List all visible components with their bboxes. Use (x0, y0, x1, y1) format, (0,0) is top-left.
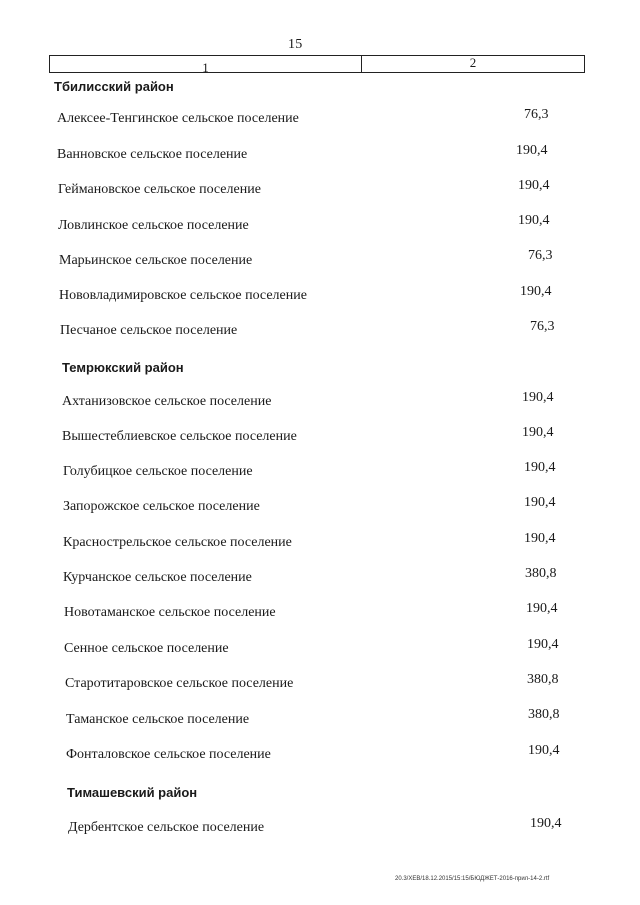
list-item-value: 380,8 (528, 707, 560, 722)
list-item-label: Вышестеблиевское сельское поселение (62, 429, 297, 444)
list-item-label: Дербентское сельское поселение (68, 820, 265, 835)
district-heading: Тбилисский район (54, 79, 174, 94)
list-item-value: 190,4 (522, 390, 554, 405)
list-item-label: Запорожское сельское поселение (63, 499, 260, 514)
list-item-value: 380,8 (527, 672, 559, 687)
table-header-col-1: 1 (50, 56, 362, 72)
list-item-label: Старотитаровское сельское поселение (65, 676, 294, 691)
list-item-value: 190,4 (530, 816, 562, 831)
table-header (49, 55, 585, 73)
list-item-value: 190,4 (518, 213, 550, 228)
list-item-label: Курчанское сельское поселение (63, 570, 252, 585)
list-item-value: 190,4 (527, 637, 559, 652)
list-item-label: Алексее-Тенгинское сельское поселение (57, 111, 299, 126)
list-item-value: 190,4 (516, 143, 548, 158)
list-item-label: Голубицкое сельское поселение (63, 464, 253, 479)
list-item-label: Нововладимировское сельское поселение (59, 288, 307, 303)
list-item-value: 190,4 (522, 425, 554, 440)
list-item-value: 76,3 (524, 107, 549, 122)
list-item-value: 190,4 (526, 601, 558, 616)
footer-stamp: 20.3/ХЕВ/18.12.2015/15:15/БЮДЖЕТ-2016-прил-14-2.rtf (395, 876, 550, 882)
list-item-value: 190,4 (524, 531, 556, 546)
list-item-value: 190,4 (528, 743, 560, 758)
list-item-label: Фонталовское сельское поселение (66, 747, 271, 762)
list-item-value: 76,3 (530, 319, 555, 334)
list-item-value: 76,3 (528, 248, 553, 263)
list-item-label: Краснострельское сельское поселение (63, 535, 292, 550)
list-item-label: Сенное сельское поселение (64, 641, 229, 656)
page-number: 15 (288, 37, 303, 52)
table-header-col-2: 2 (469, 55, 477, 70)
list-item-value: 190,4 (518, 178, 550, 193)
list-item-label: Ловлинское сельское поселение (58, 218, 249, 233)
list-item-value: 190,4 (520, 284, 552, 299)
list-item-value: 190,4 (524, 460, 556, 475)
list-item-label: Таманское сельское поселение (66, 712, 250, 727)
list-item-label: Ахтанизовское сельское поселение (62, 394, 272, 409)
list-item-label: Геймановское сельское поселение (58, 182, 261, 197)
list-item-label: Марьинское сельское поселение (59, 253, 253, 268)
list-item-value: 380,8 (525, 566, 557, 581)
list-item-label: Ванновское сельское поселение (57, 147, 248, 162)
district-heading: Темрюкский район (62, 360, 184, 375)
list-item-label: Новотаманское сельское поселение (64, 605, 276, 620)
list-item-label: Песчаное сельское поселение (60, 323, 238, 338)
district-heading: Тимашевский район (67, 785, 198, 800)
list-item-value: 190,4 (524, 495, 556, 510)
